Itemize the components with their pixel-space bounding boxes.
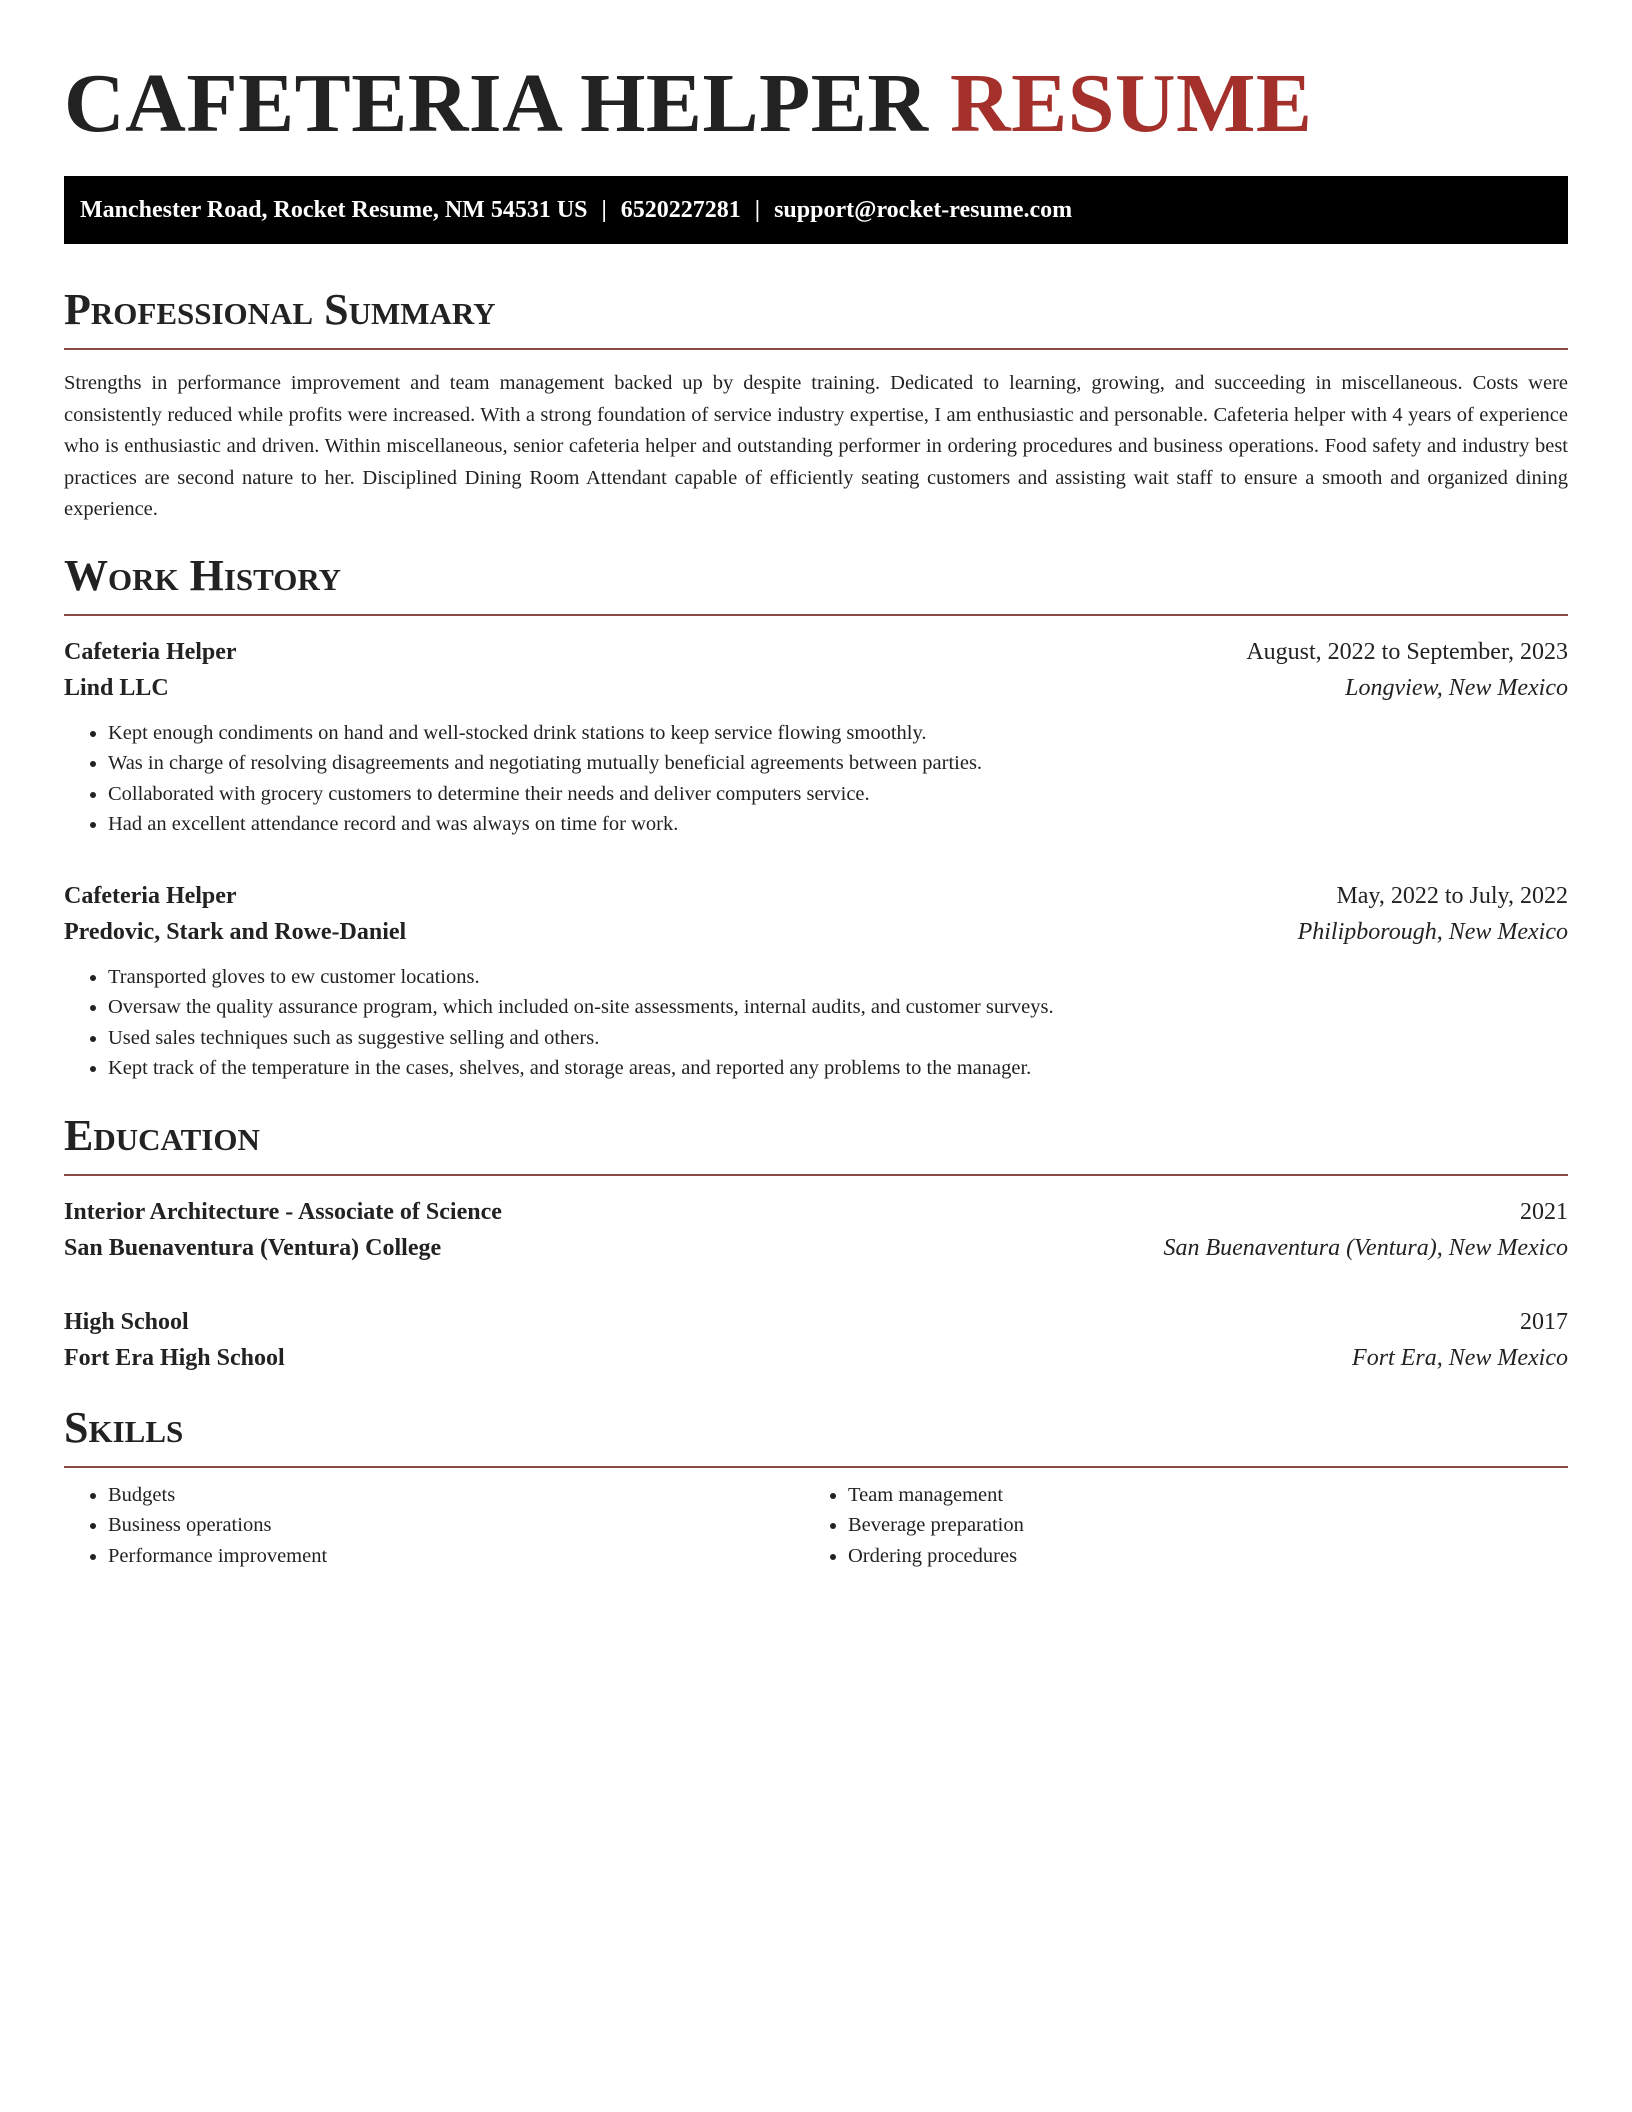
education-entry xyxy=(64,1194,1568,1266)
education-year: 2017 xyxy=(1520,1308,1568,1335)
job-bullets xyxy=(64,718,1568,840)
job-bullet: • Was in charge of resolving disagreements and negotiating mutually beneficial agreements between parties. xyxy=(108,748,1568,779)
job-entry xyxy=(64,634,1568,840)
education-location: Fort Era, New Mexico xyxy=(1352,1344,1568,1371)
skills-column-right xyxy=(804,1480,1544,1572)
resume-page xyxy=(64,0,1568,1571)
job-bullet: • Kept enough condiments on hand and well-stocked drink stations to keep service flowing smoothly. xyxy=(108,718,1568,749)
job-bullets xyxy=(64,962,1568,1084)
education-year: 2021 xyxy=(1520,1198,1568,1225)
job-location: Longview, New Mexico xyxy=(1345,674,1568,701)
job-bullet: • Oversaw the quality assurance program, which included on-site assessments, internal audits, and customer surveys. xyxy=(108,992,1568,1023)
skills-grid xyxy=(64,1480,1568,1572)
education-school: Fort Era High School xyxy=(64,1344,285,1371)
summary-section xyxy=(64,284,1568,526)
job-bullet: • Kept track of the temperature in the cases, shelves, and storage areas, and reported any problems to the manager. xyxy=(108,1053,1568,1084)
work-history-section xyxy=(64,550,1568,1084)
job-header-row xyxy=(64,878,1568,914)
contact-separator: | xyxy=(601,197,607,223)
education-header-row xyxy=(64,1304,1568,1340)
job-company-row xyxy=(64,670,1568,706)
job-company: Predovic, Stark and Rowe-Daniel xyxy=(64,918,407,945)
education-heading: Education xyxy=(64,1110,1568,1176)
education-school-row xyxy=(64,1230,1568,1266)
skills-section xyxy=(64,1402,1568,1572)
skill-item: • Beverage preparation xyxy=(848,1510,1544,1541)
job-company-row xyxy=(64,914,1568,950)
job-bullet: • Transported gloves to ew customer locations. xyxy=(108,962,1568,993)
summary-text: Strengths in performance improvement and team management backed up by despite training. Dedicated to learning, growing, and succeeding in miscellaneous. Costs were consistently reduced while profits were increased. With a strong foundation of service industry expertise, I am enthusiastic and personable. Cafeteria helper with 4 years of experience who is enthusiastic and driven. Within miscellaneous, senior cafeteria helper and outstanding performer in ordering procedures and business operations. Food safety and industry best practices are second nature to her. Disciplined Dining Room Attendant capable of efficiently seating customers and assisting wait staff to ensure a smooth and organized dining experience. xyxy=(64,372,1568,520)
title-main: CAFETERIA HELPER xyxy=(64,57,929,150)
summary-heading: Professional Summary xyxy=(64,284,1568,350)
job-entry xyxy=(64,878,1568,1084)
education-degree: Interior Architecture - Associate of Science xyxy=(64,1198,502,1225)
job-bullet: • Collaborated with grocery customers to determine their needs and deliver computers service. xyxy=(108,779,1568,810)
job-company: Lind LLC xyxy=(64,674,169,701)
education-school: San Buenaventura (Ventura) College xyxy=(64,1234,442,1261)
education-school-row xyxy=(64,1340,1568,1376)
skills-heading: Skills xyxy=(64,1402,1568,1468)
contact-separator: | xyxy=(754,197,761,223)
job-bullet: • Had an excellent attendance record and was always on time for work. xyxy=(108,809,1568,840)
contact-address: Manchester Road, Rocket Resume, NM 54531 US xyxy=(80,197,588,223)
work-history-heading: Work History xyxy=(64,550,1568,616)
skill-item: • Budgets xyxy=(108,1480,804,1511)
job-title: Cafeteria Helper xyxy=(64,882,237,909)
resume-title xyxy=(64,0,1568,152)
title-accent: RESUME xyxy=(950,57,1313,150)
skill-item: • Ordering procedures xyxy=(848,1541,1544,1572)
education-header-row xyxy=(64,1194,1568,1230)
contact-phone: 6520227281 xyxy=(620,197,741,223)
education-degree: High School xyxy=(64,1308,189,1335)
job-header-row xyxy=(64,634,1568,670)
job-bullet: • Used sales techniques such as suggestive selling and others. xyxy=(108,1023,1568,1054)
contact-bar xyxy=(64,176,1568,244)
job-title: Cafeteria Helper xyxy=(64,638,237,665)
job-dates: August, 2022 to September, 2023 xyxy=(1246,638,1568,665)
contact-email: support@rocket-resume.com xyxy=(774,197,1073,223)
education-section xyxy=(64,1110,1568,1376)
skill-item: • Team management xyxy=(848,1480,1544,1511)
job-location: Philipborough, New Mexico xyxy=(1297,918,1568,945)
skill-item: • Business operations xyxy=(108,1510,804,1541)
skills-column-left xyxy=(64,1480,804,1572)
skill-item: • Performance improvement xyxy=(108,1541,804,1572)
education-location: San Buenaventura (Ventura), New Mexico xyxy=(1163,1234,1568,1261)
job-dates: May, 2022 to July, 2022 xyxy=(1336,882,1568,909)
education-entry xyxy=(64,1304,1568,1376)
